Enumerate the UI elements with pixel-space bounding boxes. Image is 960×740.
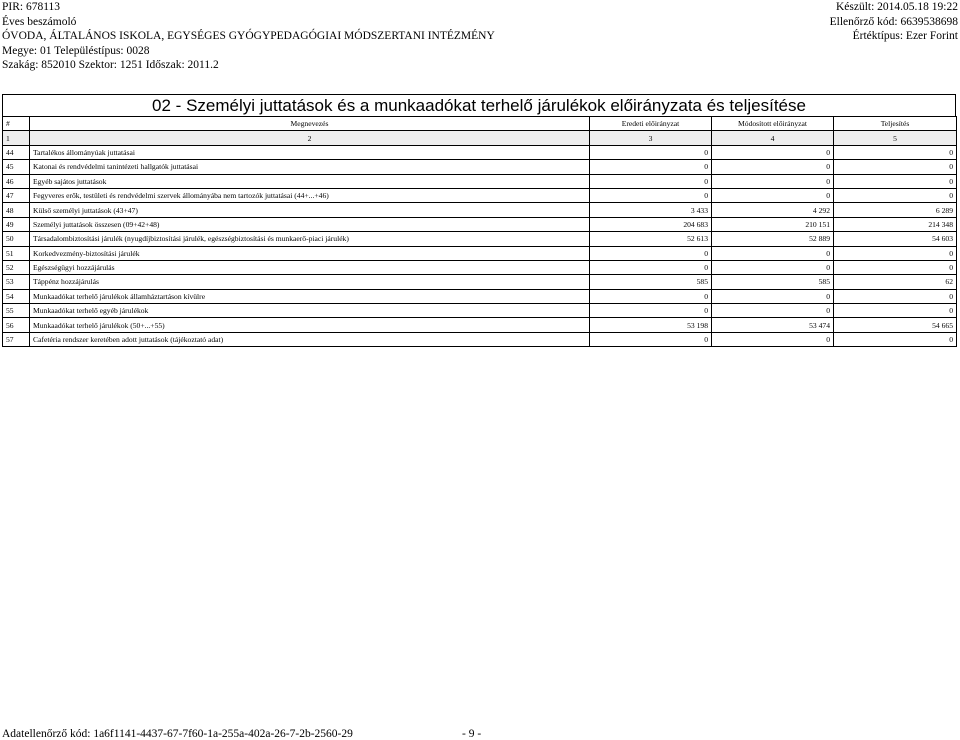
modified-value-cell: 0	[712, 332, 834, 346]
row-number-cell: 45	[3, 160, 30, 174]
sector-line: Szakág: 852010 Szektor: 1251 Időszak: 2011.2	[2, 59, 219, 71]
colnum-cell: 1	[3, 131, 30, 145]
table-row	[3, 217, 957, 231]
created-timestamp: Készült: 2014.05.18 19:22	[835, 1, 958, 13]
check-code: Ellenőrző kód: 6639538698	[829, 15, 958, 28]
table-row	[3, 304, 957, 318]
row-number-cell: 47	[3, 188, 30, 202]
modified-value-cell: 0	[712, 188, 834, 202]
colnum-cell: 3	[590, 131, 712, 145]
row-name-cell: Katonai és rendvédelmi tanintézeti hallgatók juttatásai	[30, 160, 590, 174]
row-number-cell: 46	[3, 174, 30, 188]
table-row	[3, 160, 957, 174]
table-row	[3, 275, 957, 289]
row-name-cell: Tartalékos állományúak juttatásai	[30, 145, 590, 159]
colnum-cell: 2	[30, 131, 590, 145]
county-line: Megye: 01 Településtípus: 0028	[2, 44, 150, 57]
row-name-cell: Cafetéria rendszer keretében adott juttatások (tájékoztató adat)	[30, 332, 590, 346]
pir-line: PIR: 678113	[2, 1, 61, 13]
original-value-cell: 0	[590, 246, 712, 260]
original-value-cell: 0	[590, 304, 712, 318]
row-number-cell: 53	[3, 275, 30, 289]
table-row	[3, 318, 957, 332]
row-name-cell: Munkaadókat terhelő járulékok államháztartáson kívülre	[30, 289, 590, 303]
actual-value-cell: 62	[834, 275, 957, 289]
modified-value-cell: 0	[712, 145, 834, 159]
row-number-cell: 55	[3, 304, 30, 318]
row-name-cell: Korkedvezmény-biztosítási járulék	[30, 246, 590, 260]
institution-name: ÓVODA, ÁLTALÁNOS ISKOLA, EGYSÉGES GYÓGYPEDAGÓGIAI MÓDSZERTANI INTÉZMÉNY	[2, 30, 495, 42]
row-number-cell: 57	[3, 332, 30, 346]
row-name-cell: Egyéb sajátos juttatások	[30, 174, 590, 188]
modified-value-cell: 0	[712, 174, 834, 188]
table-row	[3, 145, 957, 159]
actual-value-cell: 0	[834, 289, 957, 303]
actual-value-cell: 54 603	[834, 232, 957, 246]
row-number-cell: 44	[3, 145, 30, 159]
modified-value-cell: 4 292	[712, 203, 834, 217]
report-header-left	[2, 0, 495, 73]
modified-value-cell: 52 889	[712, 232, 834, 246]
original-value-cell: 0	[590, 289, 712, 303]
original-value-cell: 0	[590, 145, 712, 159]
table-row	[3, 260, 957, 274]
row-name-cell: Munkaadókat terhelő járulékok (50+...+55)	[30, 318, 590, 332]
actual-value-cell: 0	[834, 160, 957, 174]
row-number-cell: 56	[3, 318, 30, 332]
modified-value-cell: 0	[712, 160, 834, 174]
original-value-cell: 0	[590, 174, 712, 188]
table-row	[3, 289, 957, 303]
modified-value-cell: 585	[712, 275, 834, 289]
row-name-cell: Társadalombiztosítási járulék (nyugdíjbiztosítási járulék, egészségbiztosítási és munkaerő-piaci járulék)	[30, 232, 590, 246]
table-row	[3, 174, 957, 188]
actual-value-cell: 6 289	[834, 203, 957, 217]
row-name-cell: Személyi juttatások összesen (09+42+48)	[30, 217, 590, 231]
appropriations-table	[2, 116, 957, 347]
row-name-cell: Külső személyi juttatások (43+47)	[30, 203, 590, 217]
modified-value-cell: 0	[712, 260, 834, 274]
modified-value-cell: 0	[712, 246, 834, 260]
row-name-cell: Fegyveres erők, testületi és rendvédelmi szervek állományába nem tartozók juttatásai (44+...+46)	[30, 188, 590, 202]
row-number-cell: 51	[3, 246, 30, 260]
value-type: Értéktípus: Ezer Forint	[852, 30, 958, 42]
actual-value-cell: 0	[834, 260, 957, 274]
row-number-cell: 50	[3, 232, 30, 246]
original-value-cell: 3 433	[590, 203, 712, 217]
actual-value-cell: 214 348	[834, 217, 957, 231]
column-number-row	[3, 131, 957, 145]
col-header-name: Megnevezés	[30, 117, 590, 131]
original-value-cell: 204 683	[590, 217, 712, 231]
col-header-actual: Teljesítés	[834, 117, 957, 131]
original-value-cell: 585	[590, 275, 712, 289]
table-row	[3, 332, 957, 346]
actual-value-cell: 0	[834, 145, 957, 159]
actual-value-cell: 0	[834, 174, 957, 188]
table-row	[3, 246, 957, 260]
colnum-cell: 4	[712, 131, 834, 145]
original-value-cell: 52 613	[590, 232, 712, 246]
original-value-cell: 53 198	[590, 318, 712, 332]
col-header-modified: Módosított előirányzat	[712, 117, 834, 131]
modified-value-cell: 0	[712, 304, 834, 318]
modified-value-cell: 210 151	[712, 217, 834, 231]
original-value-cell: 0	[590, 260, 712, 274]
actual-value-cell: 0	[834, 304, 957, 318]
footer-checkcode: Adatellenőrző kód: 1a6f1141-4437-67-7f60-1a-255a-402a-26-7-2b-2560-29	[2, 728, 353, 740]
report-type-line: Éves beszámoló	[2, 15, 77, 28]
table-row	[3, 188, 957, 202]
modified-value-cell: 53 474	[712, 318, 834, 332]
actual-value-cell: 0	[834, 246, 957, 260]
colnum-cell: 5	[834, 131, 957, 145]
row-number-cell: 52	[3, 260, 30, 274]
actual-value-cell: 0	[834, 332, 957, 346]
original-value-cell: 0	[590, 188, 712, 202]
row-name-cell: Munkaadókat terhelő egyéb járulékok	[30, 304, 590, 318]
actual-value-cell: 54 665	[834, 318, 957, 332]
page-number: - 9 -	[462, 728, 482, 740]
row-number-cell: 48	[3, 203, 30, 217]
row-name-cell: Táppénz hozzájárulás	[30, 275, 590, 289]
row-number-cell: 54	[3, 289, 30, 303]
col-header-original: Eredeti előirányzat	[590, 117, 712, 131]
row-name-cell: Egészségügyi hozzájárulás	[30, 260, 590, 274]
table-row	[3, 232, 957, 246]
original-value-cell: 0	[590, 160, 712, 174]
report-header-right	[830, 0, 958, 44]
table-header-row	[3, 117, 957, 131]
original-value-cell: 0	[590, 332, 712, 346]
col-header-number: #	[3, 117, 30, 131]
report-title: 02 - Személyi juttatások és a munkaadókat terhelő járulékok előirányzata és teljesítése	[2, 94, 956, 116]
table-row	[3, 203, 957, 217]
actual-value-cell: 0	[834, 188, 957, 202]
modified-value-cell: 0	[712, 289, 834, 303]
row-number-cell: 49	[3, 217, 30, 231]
